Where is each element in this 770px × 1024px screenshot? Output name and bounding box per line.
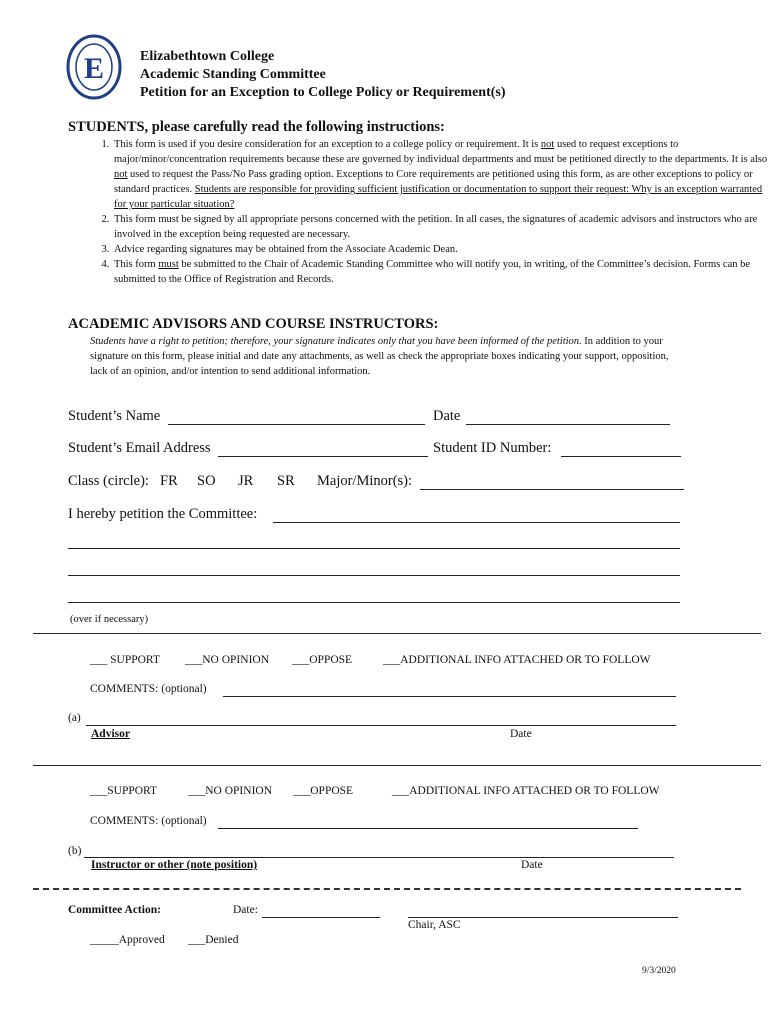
student-name-label: Student’s Name	[68, 408, 161, 424]
advisor-date-label: Date	[510, 728, 532, 740]
college-name: Elizabethtown College	[140, 49, 275, 64]
committee-date-line[interactable]	[262, 917, 380, 918]
advisor-additional-info-option[interactable]: ___ADDITIONAL INFO ATTACHED OR TO FOLLOW	[383, 654, 651, 666]
class-option-jr[interactable]: JR	[238, 473, 254, 489]
advisor-oppose-option[interactable]: ___OPPOSE	[292, 654, 353, 666]
advisors-paragraph: Students have a right to petition; therefore, your signature indicates only that you have been informed of the petition. In addition to your signature on this form, please initial and date any attachments, as well as check the appropriate boxes indicating your support, opposition, lack of an opinion, and/or intention to send additional information.	[90, 336, 669, 377]
instruction-item-3: 3. Advice regarding signatures may be obtained from the Associate Academic Dean.	[112, 242, 770, 257]
cut-line	[33, 888, 741, 890]
section-divider-2	[33, 765, 761, 766]
version-date: 9/3/2020	[642, 966, 676, 976]
advisor-no-opinion-option[interactable]: ___NO OPINION	[185, 654, 270, 666]
instructor-signature-label: Instructor or other (note position)	[91, 859, 258, 871]
petition-line-2[interactable]	[68, 548, 680, 549]
advisor-signature-line[interactable]	[86, 725, 676, 726]
instruction-item-2: 2. This form must be signed by all appropriate persons concerned with the petition. In all cases, the signatures of academic advisors and instructors who are involved in the exception being requested are necessary.	[112, 212, 770, 242]
approved-option[interactable]: _____Approved	[90, 934, 165, 946]
class-option-so[interactable]: SO	[197, 473, 216, 489]
instructor-additional-info-option[interactable]: ___ADDITIONAL INFO ATTACHED OR TO FOLLOW	[392, 785, 660, 797]
form-title: Petition for an Exception to College Policy or Requirement(s)	[140, 85, 506, 100]
committee-name: Academic Standing Committee	[140, 67, 326, 82]
petition-line-4[interactable]	[68, 602, 680, 603]
advisor-signature-label: Advisor	[91, 728, 130, 740]
committee-action-label: Committee Action:	[68, 904, 161, 916]
petition-label: I hereby petition the Committee:	[68, 506, 258, 522]
date-line[interactable]	[466, 424, 670, 425]
chair-label: Chair, ASC	[408, 919, 461, 931]
advisor-support-option[interactable]: ___ SUPPORT	[90, 654, 160, 666]
advisor-comments-label: COMMENTS: (optional)	[90, 683, 207, 695]
student-id-label: Student ID Number:	[433, 440, 552, 456]
petition-line-3[interactable]	[68, 575, 680, 576]
email-label: Student’s Email Address	[68, 440, 211, 456]
instructor-comments-line[interactable]	[218, 828, 638, 829]
instructor-signature-line[interactable]	[84, 857, 674, 858]
email-line[interactable]	[218, 456, 428, 457]
major-minor-line[interactable]	[420, 489, 684, 490]
instruction-item-4: 4. This form must be submitted to the Chair of Academic Standing Committee who will notify you, in writing, of the Committee’s decision. Forms can be submitted to the Office of Registration and Records.	[112, 257, 770, 287]
student-name-line[interactable]	[168, 424, 425, 425]
students-heading: STUDENTS, please carefully read the following instructions:	[68, 119, 445, 135]
instructor-comments-label: COMMENTS: (optional)	[90, 815, 207, 827]
instructor-support-option[interactable]: ___SUPPORT	[90, 785, 158, 797]
petition-line-1[interactable]	[273, 522, 680, 523]
instructor-no-opinion-option[interactable]: ___NO OPINION	[188, 785, 273, 797]
advisors-heading: ACADEMIC ADVISORS AND COURSE INSTRUCTORS:	[68, 316, 439, 332]
section-divider-1	[33, 633, 761, 634]
over-note: (over if necessary)	[70, 614, 149, 625]
college-seal-logo	[66, 34, 122, 100]
chair-signature-line[interactable]	[408, 917, 678, 918]
svg-text:E: E	[83, 52, 105, 85]
committee-date-label: Date:	[233, 904, 258, 916]
student-id-line[interactable]	[561, 456, 681, 457]
class-option-sr[interactable]: SR	[277, 473, 295, 489]
instructor-oppose-option[interactable]: ___OPPOSE	[293, 785, 354, 797]
advisor-marker: (a)	[68, 712, 81, 724]
instructions-list	[68, 137, 770, 287]
class-label: Class (circle):	[68, 473, 149, 489]
class-option-fr[interactable]: FR	[160, 473, 178, 489]
date-label: Date	[433, 408, 461, 424]
denied-option[interactable]: ___Denied	[188, 934, 239, 946]
major-minor-label: Major/Minor(s):	[317, 473, 413, 489]
instructor-marker: (b)	[68, 845, 82, 857]
instruction-item-1: 1. This form is used if you desire consideration for an exception to a college policy or requirement. It is not used to request exceptions to major/minor/concentration requirements because these are governed by individual departments and must be petitioned directly to the departments. It is also not used to request the Pass/No Pass grading option. Exceptions to Core requirements are petitioned using this form, as are other exceptions to policy or standard practices. Students are responsible for providing sufficient justification or documentation to support their request: Why is an exception warranted for your particular situation?	[112, 137, 770, 212]
instructor-date-label: Date	[521, 859, 543, 871]
advisor-comments-line[interactable]	[223, 696, 676, 697]
